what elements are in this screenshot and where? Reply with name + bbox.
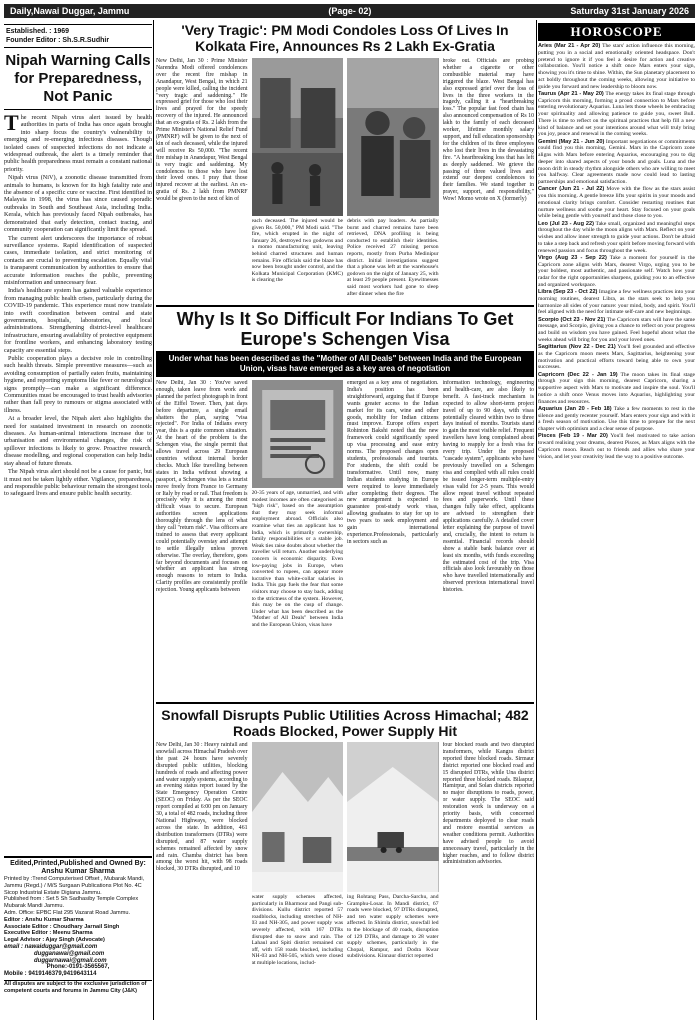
zodiac-sign: Scorpio (Oct 23 - Nov 21)	[538, 316, 606, 323]
story-body-schengen	[156, 380, 534, 700]
horoscope-entry	[538, 344, 695, 371]
zodiac-reading: Take a few moments to rest in the silence and gently recenter yourself. Mars enters your sign and with it a fresh season of motivation. Use this time to prepare for the next chapter with optimism and a clear sense of purpose.	[538, 405, 695, 432]
horoscope-entry	[538, 433, 695, 460]
horoscope-title: HOROSCOPE	[538, 23, 695, 41]
story-headline-fire: 'Very Tragic': PM Modi Condoles Loss Of Lives In Kolkata Fire, Announces Rs 2 Lakh Ex-Gratia	[181, 22, 509, 54]
story-column: four blocked roads and two disrupted transformers, while Kangra district reported three blocked roads. Sirmaur district reported one blocked road and 15 disrupted DTRs, while Una district reported three blocked roads. Bilaspur, Hamirpur, and Solan districts reported no major disruptions to roads, power, or water supply. The SEOC said restoration work is underway on a priority basis, with concerned departments deployed to clear roads and restore essential services as weather conditions permit. Authorities have advised people to avoid unnecessary travel, particularly in the higher reaches, and to follow district administration advisories.	[442, 742, 534, 866]
zodiac-reading: Imagine a few wellness practices into your morning routines, dearest Libra, as the stars seek to help you harmonize all sides of your nature: your mind, body, and spirit. You'll feel aligned with the need for intimate self-care and new beginnings.	[538, 289, 695, 316]
snow-photo-graphic	[252, 742, 344, 892]
editorial-body	[4, 110, 152, 498]
zodiac-reading: Take a moment for yourself in the Capricorn zone aligns with Mars, dearest Virgo, urging you to be your boldest, most authentic, and passionate self. Watch how your radar for the right opportunities sharpens, guiding you to an effective and organized workspace.	[538, 254, 695, 288]
zodiac-sign: Cancer (Jun 21 - Jul 22)	[538, 186, 605, 193]
imprint-line: Associate Editor : Choudhary Jarnail Singh	[4, 923, 120, 930]
zodiac-reading: Move with the flow as the stars assist you this morning. A gentle breeze lifts your spirits in your moods and emotional clarity brings comfort. Consider restarting routines that nurture wellness and soothe your heart. Stay focused on your goals while being gentle with yourself and those close to you.	[538, 186, 696, 220]
zodiac-reading: Take small, organized and meaningful steps throughout the day while the moon aligns with Mars. Reflect on your wishes and allow inner strength to guide your actions. Don't be afraid to take a step back and refresh your spirit before moving forward with renewed passion and focus throughout the week.	[538, 220, 695, 254]
founder-line: Founder Editor : Sh.S.R.Sudhir	[6, 37, 110, 44]
zodiac-reading: You'll feel grounded and effective as the Capricorn moon meets Mars, Sagittarius, heightening your motivation and practical efforts toward being able to own your successes.	[538, 344, 695, 371]
editorial-paragraph: India's healthcare system has gained valuable experience from managing public health crises, particularly during the COVID-19 pandemic. This experience must now translate into swift coordination between central and state governments, hospitals, laboratories, and local administrations. Strengthening district-level healthcare infrastructure, ensuring availability of protective equipment for frontline workers, and enhancing laboratory testing capacity are essential steps.	[4, 287, 152, 354]
email-link[interactable]: email : nawaiduggar@gmail.com	[4, 943, 98, 950]
story-headline-schengen: Why Is It So Difficult For Indians To Get Europe's Schengen Visa	[156, 305, 534, 349]
zodiac-sign: Sagittarius (Nov 22 - Dec 21)	[538, 344, 616, 350]
story-column: New Delhi, Jan 30 : Heavy rainfall and snowfall across Himachal Pradesh over the past 24 hours have severely disrupted public utilities, blocking hundreds of roads and affecting power and water supply systems, according to an evening status report issued by the State Emergency Operation Centre (SEOC) on Friday. As per the SEOC report compiled at 6:00 pm on January 30, a total of 482 roads, including three National Highways, were blocked across the state. In addition, 461 distribution transformers (DTRs) were disrupted, and 87 water supply schemes remained affected by snow and rain. Chamba district has been among the worst hit, with 98 roads blocked, 30 DTRs disrupted, and 10	[156, 742, 248, 873]
mobile-line: Mobile : 9419146379,9419643114	[4, 971, 97, 978]
fire-photo-graphic	[252, 58, 344, 216]
story-body-snowfall	[156, 742, 534, 1012]
story-column: New Delhi, Jan 30 : Prime Minister Narendra Modi offered condolences over the recent fire mishap in Anandapur, West Bengal, in which 21 people were killed, calling the incident "very tragic and saddening." He expressed grief for those who lost their lives and prayed for the speedy recovery of the injured. He announced that an ex-gratia of Rs. 2 lakh from the Prime Minister's National Relief Fund (PMNRF) will be given to the next of kin of each deceased, while the injured will receive Rs 50,000. "The recent fire mishap in Anandapur, West Bengal is very tragic and saddening. My condolences to those who have lost their loved ones. I pray that those injured recover at the earliest. An ex-gratia of Rs. 2 lakh from PMNRF would be given to the next of kin of	[156, 58, 248, 203]
established-line: Established. : 1969	[6, 28, 70, 35]
visa-photo-graphic	[252, 380, 344, 488]
editorial-paragraph: At a broader level, the Nipah alert also highlights the need for sustained investment in research on zoonotic diseases. As human-animal interactions increase due to urbanisation and environmental changes, the risk of spillover infections is likely to grow. Proactive research, disease modelling, and regional cooperation can help India stay ahead of future threats.	[4, 415, 152, 467]
email-link[interactable]: duggarnawai@gmail.com	[34, 957, 107, 964]
editorial-paragraph: he recent Nipah virus alert issued by health authorities in parts of India has once again brought into sharp focus the country's vulnerability to emerging and re-emerging infectious diseases. Though isolated cases of suspected infections do not indicate a widespread outbreak, the alert is a timely reminder that public health preparedness must remain a constant national priority.	[4, 114, 152, 173]
snow-road-photo-graphic	[347, 742, 439, 892]
imprint-line: Printed by :Trend Computerised Offset , Mubarak Mandi, Jammu (Regd.) / M/S Surgaan Publications Plot No. 4C Sicop Industrial Estate Digiana Jammu.	[4, 876, 145, 896]
horoscope-entry	[538, 91, 695, 138]
story-column-with-photo	[252, 58, 344, 301]
story-column: water supply schemes affected, particularly in Bharmour and Pangi sub-divisions. Kullu district reported 57 roadblocks, including stretches of NH-03 and NH-305, and power supply was severely affected, with 167 DTRs disrupted due to snow and rain. The Lahaul and Spiti district remained cut off, with 158 roads blocked, including NH-03 and NH-505, which were closed at multiple locations, includ-	[251, 894, 343, 966]
zodiac-sign: Libra (Sep 23 - Oct 22)	[538, 289, 598, 295]
zodiac-reading: The Capricorn stars will have the same message, and Scorpio, giving you a chance to reflect on your progress and build on wisdom you have gained. Feel hopeful about what the weeks ahead will bring for you and your loved ones.	[538, 316, 695, 343]
fire-scene-photo	[252, 58, 344, 216]
zodiac-reading: The moon takes its final stage through your sign this morning, dearest Capricorn, sharing a supportive aspect with Mars to motivate and inspire the soul. You'll notice a shift once Venus moves into Aquarius, highlighting your finances and resources.	[538, 371, 696, 405]
imprint-line: Legal Advisor : Ajay Singh (Advocate)	[4, 937, 105, 944]
horoscope-entry	[538, 255, 695, 289]
horoscope-entry	[538, 139, 695, 186]
horoscope-entry	[538, 372, 695, 406]
editorial-paragraph: Nipah virus (NiV), a zoonotic disease transmitted from animals to humans, is known for its high fatality rate and the absence of a specific cure or vaccine. First identified in Malaysia in 1998, the virus has since caused sporadic outbreaks in South and Southeast Asia, including India. Kerala, which has previously faced Nipah outbreaks, has demonstrated that early detection, contact tracing, and community cooperation can significantly limit the spread.	[4, 174, 152, 234]
masthead-bar	[4, 4, 695, 18]
story-column: New Delhi, Jan 30 : You've saved enough, taken leave from work and planned the perfect photograph in front of the Eiffel Tower. Then, just days before departure, a single email shatters the plan, saying "visa rejected". For India of Indians every year, this is a quite common situation. At the heart of the problem is the Schengen visa, the single permit that allows travel across 29 European countries without internal border checks. Much like travelling between states in India without showing a passport, a Schengen visa lets a tourist move freely from France to Germany or Italy by road or rail. That freedom is precisely why it is among the most difficult visas to secure. European authorities screen applications thoroughly through the lens of what they call "return risk". Visa officers are trained to assess that every applicant could potentially overstay and attempt to settle illegally unless proven otherwise. The overlay, therefore, goes far beyond documents and focuses on whether an applicant has strong enough reasons to return to India. Clarity profiles are consistently profile rejection. Young applicants between	[156, 380, 248, 594]
phone-line: Phone:-0191-3565567,	[46, 964, 110, 971]
email-link[interactable]: dugganawai@gmail.com	[34, 950, 105, 957]
horoscope-entry	[538, 43, 695, 90]
story-column: debris with pay loaders. As partially burnt and charred remains have been retrieved, DNA profiling is being conducted to establish their identities. Police received 27 missing person reports, mostly from Purba Medinipur district. Initial investigations suggest that a phone was left at the warehouse's godown on the night of January 25, with at least 29 people present. Eyewitnesses said most workers had gone to sleep after dinner when the fire	[347, 218, 439, 297]
drop-cap: T	[4, 110, 19, 135]
imprint-line: Published from : Set 5 Sh Sadhasiby Temple Complex Mubarak Mandi Jammu.	[4, 896, 139, 910]
zodiac-sign: Aquarius (Jan 20 - Feb 18)	[538, 405, 612, 412]
issue-date: Saturday 31st January 2026	[570, 6, 689, 16]
horoscope-entry	[538, 289, 695, 316]
editorial-headline: Nipah Warning Calls for Preparedness, Not Panic	[4, 52, 152, 110]
horoscope-entry	[538, 221, 695, 255]
officials-photo-graphic	[347, 58, 439, 216]
editorial-paragraph: Public cooperation plays a decisive role in controlling such health threats. Simple preventive measures—such as avoiding consumption of partially eaten fruits, maintaining hygiene, and reporting symptoms like fever or neurological signs promptly—can make a significant difference. Communities must be encouraged to trust health advisories rather than fall prey to rumours or stigma associated with illness.	[4, 355, 152, 414]
zodiac-sign: Capricorn (Dec 22 - Jan 19)	[538, 371, 618, 378]
zodiac-reading: Important negotiations or commitments could find you this morning, Gemini. Mars in the Capricorn zone aligns with Mars before entering Aquarius, encouraging you to dig deeper into shared aspects of your bonds and goals. Luna and the moon drift in steady rhythm alongside others who are willing to meet you halfway. Clear agreements made now could lead to lasting partnerships and emotional satisfaction.	[538, 138, 695, 185]
zodiac-sign: Aries (Mar 21 - Apr 20)	[538, 43, 601, 49]
zodiac-sign: Leo (Jul 23 - Aug 22)	[538, 220, 594, 227]
horoscope-entry	[538, 406, 695, 433]
column-divider	[153, 20, 154, 1020]
horoscope-column	[538, 20, 695, 1020]
horoscope-entry	[538, 186, 695, 220]
story-column: emerged as a key area of negotiation. India's position has been straightforward, arguing that if Europe wants greater access to the Indian market for its cars, wine and other goods, mobility for Indian citizens must improve. Europe offers expert Rohinton Bakshi noted that the new framework could significantly speed up visa processing and ease entry norms. The proposed changes open students, professionals and tourists. For students, the shift could be transformative. Until now, many Indian students studying in Europe were required to leave immediately after completing their degrees. The new arrangement is expected to guarantee post-study work visas, allowing graduates to stay for up to two years to seek employment and gain international experience.Professionals, particularly in sectors such as	[347, 380, 439, 545]
story-column: 20-35 years of age, unmarried, and with modest incomes are often categorised as "high risk", based on the assumption that they may seek informal employment abroad. Officials also examine what ties an applicant has to India, which is primarily ownership, family responsibilities or a stable job. Weak ties raise doubts about whether the traveller will return. Another underlying concern is economic disparity. Even low-paying jobs in Europe, when converted to rupees, can appear more lucrative than white-collar salaries in India. This gap fuels the fear that some visitors may choose to stay back, adding to the strictness of the system. However, this may be on the cusp of change. Under what has been described as the "Mother of All Deals" between India and the European Union, visas have	[251, 490, 343, 628]
story-column-with-photo	[347, 58, 439, 301]
officials-photo	[347, 58, 439, 216]
story-column-with-photo	[347, 742, 439, 1012]
news-section	[156, 20, 534, 1020]
snow-scene-photo	[252, 742, 344, 892]
story-column: broke out. Officials are probing whether a cigarette or other combustible material may have triggered the blaze. West Bengal has also expressed grief over the loss of lives in the three workers in the tragedy, calling it a "heartbreaking loss." The popular fast food chain has also announced compensation of Rs 10 lakh to the family of each deceased worker, lifetime monthly salary support, and full education sponsorship for the children of its three employees who lost their lives in the devastating fire. "A heartbreaking loss that has left us deeply saddened. We grieve the passing of three valued lives and extend our deepest condolences to their families. We stand together in prayer, support, and responsibility," Wow! Momo wrote on X (formerly)	[442, 58, 534, 203]
story-body-fire	[156, 58, 534, 301]
story-deck-schengen: Under what has been described as the "Mother of All Deals" between India and the European Union, visas have emerged as a key area of negotiation	[156, 351, 534, 377]
zodiac-sign: Pisces (Feb 19 - Mar 20)	[538, 433, 608, 440]
page-number: (Page- 02)	[328, 6, 372, 16]
zodiac-sign: Gemini (May 21 - Jun 20)	[538, 138, 605, 145]
story-column: ing Rohtang Pass, Darcha-Sarchu, and Gramphu-Losar. In Mandi district, 67 roads were blocked, 97 DTRs disrupted, and ten water supply schemes were affected. In Shimla district, snowfall led to the blockage of 40 roads, disruption of 129 DTRs, and damage to 28 water supply schemes, particularly in the Chopal, Rampur, and Dodra Kwar subdivisions. Kinnaur district reported	[347, 894, 439, 960]
paper-name: Daily,Nawai Duggar, Jammu	[10, 6, 130, 16]
imprint-title: Edited,Printed,Published and Owned By: Anshu Kumar Sharma	[10, 860, 146, 875]
editorial-paragraph: The Nipah virus alert should not be a cause for panic, but it must not be taken lightly either. Vigilance, preparedness, and responsible public behaviour remain the strongest tools to safeguard lives and ensure public health security.	[4, 468, 152, 498]
imprint-box	[4, 856, 152, 1020]
story-column-with-photo	[252, 380, 344, 700]
horoscope-body	[538, 43, 695, 460]
story-column-with-photo	[252, 742, 344, 1012]
editorial-paragraph: The current alert underscores the importance of robust surveillance systems. Rapid identification of suspected cases, immediate isolation, and strict monitoring of contacts are crucial to preventing escalation. Equally vital is transparent communication by authorities to ensure that accurate information reaches the public, preventing misinformation and unnecessary fear.	[4, 234, 152, 286]
imprint-line: Executive Editor : Meenu Sharma	[4, 930, 93, 937]
imprint-line: Editor : Anshu Kumar Sharma	[4, 916, 84, 923]
story-headline-snowfall: Snowfall Disrupts Public Utilities Across Himachal; 482 Roads Blocked, Power Supply Hit	[156, 702, 534, 739]
zodiac-sign: Virgo (Aug 23 - Sep 22)	[538, 254, 607, 261]
horoscope-entry	[538, 317, 695, 344]
jurisdiction-disclaimer: All disputes are subject to the exclusive jurisdiction of competent courts and forums in Jammu City (J&K)	[4, 980, 152, 995]
story-column: information technology, engineering and health-care, are also likely to benefit. A fast-track mechanism is expected to allow short-term project travel of up to 90 days, with visas potentially cleared within two to three days instead of months. Tourists stand to gain the most visible relief. Frequent travellers have long complained about having to reapply for a fresh visa for every trip. Under the proposed "cascade system", applicants who have previously travelled on a Schengen visa and complied with all rules could be issued longer-term multiple-entry visas valid for 2-5 years. This would allow repeat travel without repeated fees and paperwork. Until these changes fully take effect, applicants are advised to strengthen their applications carefully. A detailed cover letter explaining the purpose of travel and, crucially, the intent to return is essential. Financial records should show a stable bank balance over at least six months, with funds exceeding the estimated cost of the trip. Visa officials also look favourably on those who have travelled internationally and observed previous international travel histories.	[442, 380, 534, 594]
zodiac-reading: The energy takes its final stage through Capricorn this morning, forming a proud connection to Mars before entering revolutionary Aquarius. Luna lets those wheels be embracing your spirituality and allowing patience to guide you, sweet Bull. There is time to reflect on the spiritual practices that help fill a new kind of balance and set your intentions around what will truly bring you joy, peace and renewal in the coming weeks.	[538, 90, 695, 138]
visa-photo	[252, 380, 344, 488]
imprint-line: Adm. Office: EPBC Flat 295 Vazarat Road Jammu.	[4, 909, 131, 916]
story-column: each deceased. The injured would be given Rs. 50,000," PM Modi said. "The fire, which erupted in the night of January 26, destroyed two godowns and a momo manufacturing unit, leaving behind charred structures and human remains. Fire officials said the blaze has now been brought under control, and the Kolkata Municipal Corporation (KMC) is clearing the	[251, 218, 343, 284]
snow-road-photo	[347, 742, 439, 892]
zodiac-sign: Taurus (Apr 21 - May 20)	[538, 90, 604, 97]
established-block	[4, 24, 152, 48]
zodiac-reading: You'll feel motivated to take action toward realising your dreams, dearest Pisces, as Mars aligns with the Capricorn moon. Reach out to friends and allies who share your vision, and let your creativity lead the way to a positive outcome.	[538, 433, 695, 460]
column-divider	[536, 20, 537, 1020]
zodiac-reading: The stars' action influence this morning, putting you in a social and emotionally oriented headspace. Don't pretend to ignore it if you feel a desire for action and creative collaboration. You'll notice a shift once Mars enters your sign, showing you it's time to shine. Within, the Sun planetary placement to act boldly throughout the coming weeks, allowing your initiative to guide you forward and new leadership to bloom now.	[538, 43, 695, 90]
